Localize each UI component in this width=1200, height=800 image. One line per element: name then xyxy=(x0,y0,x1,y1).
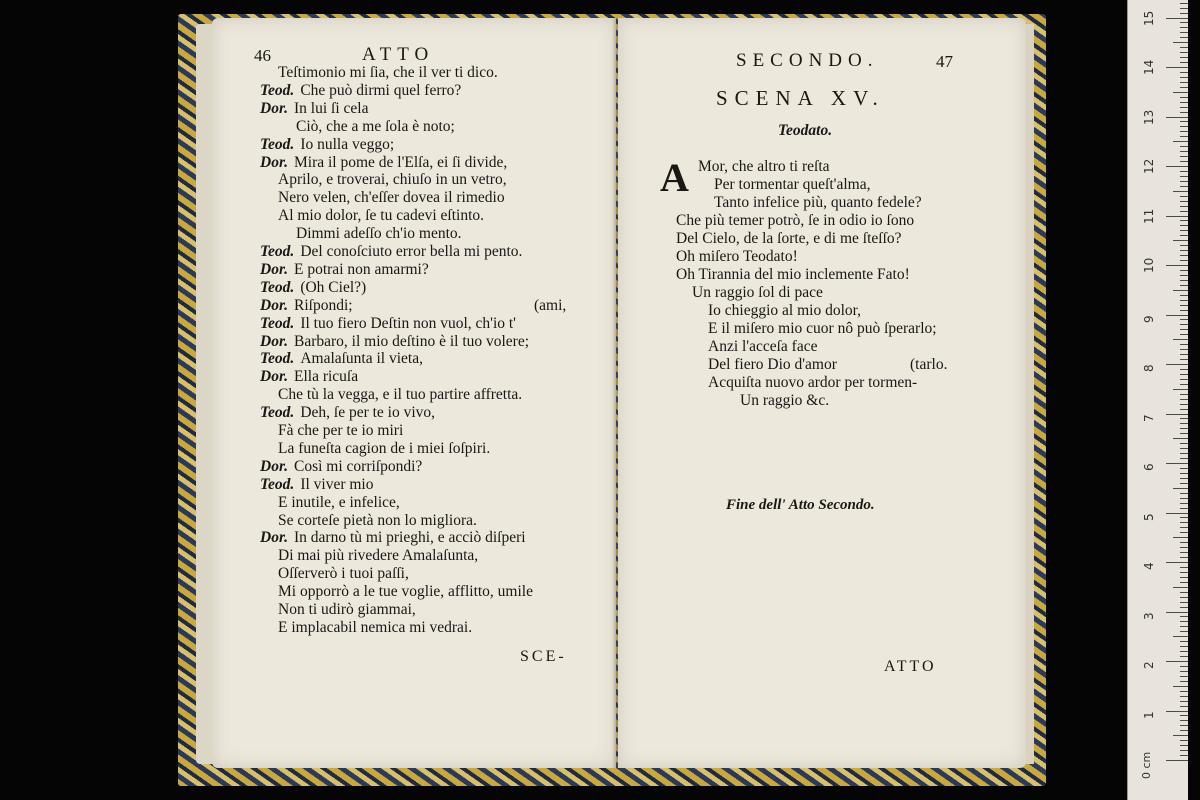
text-line: Mor, che altro ti reſta xyxy=(698,158,830,175)
ruler-number: 6 xyxy=(1142,463,1156,471)
line-text: Il tuo fiero Deſtin non vuol, ch'io t' xyxy=(300,314,516,332)
line-text: Mi opporrò a le tue voglie, afflitto, umile xyxy=(278,583,533,601)
ruler-tick xyxy=(1180,186,1188,187)
ruler-tick xyxy=(1180,295,1188,296)
ruler-tick xyxy=(1180,235,1188,236)
ruler-tick xyxy=(1180,324,1188,325)
speaker-label: Teod. xyxy=(260,135,295,153)
ruler-tick xyxy=(1180,121,1188,122)
ruler-number: 8 xyxy=(1142,364,1156,372)
text-line xyxy=(278,189,505,207)
ruler-tick xyxy=(1166,216,1188,217)
end-of-act-note: Fine dell' Atto Secondo. xyxy=(726,497,875,513)
ruler-tick xyxy=(1180,22,1188,23)
ruler-tick xyxy=(1180,607,1188,608)
turnover-text: (tarlo. xyxy=(910,356,948,373)
line-text: Al mio dolor, ſe tu cadevi eſtinto. xyxy=(278,207,485,225)
text-line: Oh miſero Teodato! xyxy=(676,248,798,265)
ruler-tick xyxy=(1180,597,1188,598)
ruler-tick xyxy=(1180,602,1188,603)
text-line xyxy=(278,207,484,225)
speaker-label: Dor. xyxy=(260,332,288,350)
text-line xyxy=(260,243,522,261)
ruler-tick xyxy=(1180,77,1188,78)
ruler-tick xyxy=(1180,582,1188,583)
ruler-tick xyxy=(1180,641,1188,642)
ruler-tick xyxy=(1173,92,1188,93)
ruler-tick xyxy=(1173,438,1188,439)
character-name: Teodato. xyxy=(778,122,833,139)
ruler-tick xyxy=(1180,498,1188,499)
ruler-tick xyxy=(1180,344,1188,345)
text-line xyxy=(278,512,477,530)
ruler-tick xyxy=(1180,418,1188,419)
ruler-tick xyxy=(1173,141,1188,142)
text-line xyxy=(278,565,409,583)
ruler-tick xyxy=(1180,755,1188,756)
ruler-tick xyxy=(1180,567,1188,568)
turnover-text: (ami, xyxy=(534,296,567,314)
text-line: E il miſero mio cuor nô può ſperarlo; xyxy=(708,320,937,337)
ruler-tick xyxy=(1180,517,1188,518)
ruler-tick xyxy=(1180,423,1188,424)
ruler-tick xyxy=(1180,577,1188,578)
ruler-tick xyxy=(1180,458,1188,459)
line-text: In lui ſi cela xyxy=(294,99,369,117)
text-line: Del fiero Dio d'amor xyxy=(708,356,837,373)
ruler-tick xyxy=(1180,275,1188,276)
ruler-number: 12 xyxy=(1142,158,1156,174)
line-text: Oſſerverò i tuoi paſſi, xyxy=(278,565,409,583)
text-line xyxy=(260,261,429,279)
line-text: Se corteſe pietà non lo migliora. xyxy=(278,511,477,529)
ruler-tick xyxy=(1166,612,1188,613)
text-line: Anzi l'acceſa face xyxy=(708,338,818,355)
text-line: Acquiſta nuovo ardor per tormen- xyxy=(708,374,918,391)
ruler-tick xyxy=(1173,290,1188,291)
ruler-tick xyxy=(1166,562,1188,563)
text-line xyxy=(278,64,498,82)
ruler-tick xyxy=(1180,62,1188,63)
ruler-tick xyxy=(1173,488,1188,489)
ruler-number: 14 xyxy=(1142,59,1156,75)
text-line xyxy=(278,422,403,440)
line-text: (Oh Ciel?) xyxy=(300,278,367,296)
ruler-tick xyxy=(1166,166,1188,167)
text-line xyxy=(260,458,422,476)
line-text: Io nulla veggo; xyxy=(300,135,395,153)
line-text: Così mi corriſpondi? xyxy=(294,457,423,475)
text-line xyxy=(296,225,462,243)
ruler-tick xyxy=(1180,3,1188,4)
text-line xyxy=(278,494,400,512)
ruler-tick xyxy=(1180,409,1188,410)
text-line xyxy=(260,154,507,172)
measurement-ruler xyxy=(1127,0,1188,800)
ruler-tick xyxy=(1180,740,1188,741)
speaker-label: Dor. xyxy=(260,153,288,171)
text-line xyxy=(278,386,522,404)
ruler-tick xyxy=(1180,646,1188,647)
text-line xyxy=(260,100,368,118)
ruler-tick xyxy=(1180,72,1188,73)
ruler-tick xyxy=(1180,691,1188,692)
line-text: Del conoſciuto error bella mi pento. xyxy=(300,243,523,260)
ruler-tick xyxy=(1180,547,1188,548)
ruler-tick xyxy=(1180,592,1188,593)
ruler-tick xyxy=(1180,57,1188,58)
ruler-number: 13 xyxy=(1142,109,1156,125)
ruler-tick xyxy=(1180,433,1188,434)
ruler-tick xyxy=(1180,131,1188,132)
ruler-tick xyxy=(1180,720,1188,721)
ruler-tick xyxy=(1180,379,1188,380)
ruler-number: 10 xyxy=(1142,257,1156,273)
ruler-tick xyxy=(1166,315,1188,316)
text-line xyxy=(278,171,507,189)
text-line xyxy=(260,279,366,297)
ruler-tick xyxy=(1180,255,1188,256)
ruler-tick xyxy=(1180,211,1188,212)
text-line xyxy=(260,136,394,154)
ruler-tick xyxy=(1180,52,1188,53)
ruler-tick xyxy=(1180,730,1188,731)
text-line: Per tormentar queſt'alma, xyxy=(714,176,871,193)
line-text: Di mai più rivedere Amalaſunta, xyxy=(278,547,479,565)
ruler-tick xyxy=(1166,513,1188,514)
ruler-tick xyxy=(1180,468,1188,469)
ruler-tick xyxy=(1180,532,1188,533)
ruler-number: 3 xyxy=(1142,611,1156,620)
ruler-tick xyxy=(1180,621,1188,622)
ruler-tick xyxy=(1180,626,1188,627)
ruler-tick xyxy=(1180,146,1188,147)
ruler-tick xyxy=(1173,537,1188,538)
page-number: 46 xyxy=(254,46,271,65)
ruler-tick xyxy=(1180,384,1188,385)
line-text: Fà che per te io miri xyxy=(278,422,404,439)
right-page xyxy=(618,18,1026,768)
ruler-tick xyxy=(1180,156,1188,157)
ruler-number: 1 xyxy=(1142,710,1156,719)
ruler-tick xyxy=(1180,206,1188,207)
ruler-tick xyxy=(1180,493,1188,494)
ruler-tick xyxy=(1180,334,1188,335)
ruler-tick xyxy=(1180,725,1188,726)
ruler-tick xyxy=(1180,310,1188,311)
ruler-tick xyxy=(1166,760,1188,761)
ruler-tick xyxy=(1180,87,1188,88)
ruler-unit: 0 cm xyxy=(1140,751,1153,779)
text-line: Che più temer potrò, ſe in odio io ſono xyxy=(676,212,915,229)
ruler-tick xyxy=(1180,522,1188,523)
line-text: In darno tù mi prieghi, e acciò diſperi xyxy=(294,529,526,547)
line-text: Deh, ſe per te io vivo, xyxy=(300,404,436,422)
catchword: SCE- xyxy=(520,648,567,665)
ruler-tick xyxy=(1166,711,1188,712)
left-page xyxy=(212,18,616,768)
ruler-tick xyxy=(1180,394,1188,395)
ruler-tick xyxy=(1180,503,1188,504)
ruler-tick xyxy=(1180,473,1188,474)
ruler-tick xyxy=(1180,483,1188,484)
ruler-tick xyxy=(1166,364,1188,365)
ruler-tick xyxy=(1180,201,1188,202)
ruler-tick xyxy=(1180,478,1188,479)
text-line xyxy=(260,82,461,100)
ruler-tick xyxy=(1180,250,1188,251)
text-line xyxy=(260,315,516,333)
ruler-tick xyxy=(1180,230,1188,231)
speaker-label: Dor. xyxy=(260,99,288,117)
line-text: Barbaro, il mio deſtino è il tuo volere; xyxy=(294,332,530,350)
ruler-number: 15 xyxy=(1142,10,1156,26)
ruler-tick xyxy=(1180,354,1188,355)
ruler-tick xyxy=(1180,508,1188,509)
ruler-tick xyxy=(1180,270,1188,271)
ruler-tick xyxy=(1180,280,1188,281)
line-text: Ella ricuſa xyxy=(294,368,359,386)
ruler-tick xyxy=(1180,572,1188,573)
ruler-tick xyxy=(1166,414,1188,415)
ruler-tick xyxy=(1180,260,1188,261)
ruler-tick xyxy=(1180,404,1188,405)
ruler-tick xyxy=(1173,339,1188,340)
ruler-tick xyxy=(1180,681,1188,682)
ruler-tick xyxy=(1180,448,1188,449)
line-text: Dimmi adeſſo ch'io mento. xyxy=(296,225,462,243)
ruler-tick xyxy=(1180,369,1188,370)
text-line xyxy=(278,583,533,601)
text-line: Oh Tirannia del mio inclemente Fato! xyxy=(676,266,910,283)
ruler-tick xyxy=(1166,117,1188,118)
ruler-tick xyxy=(1180,428,1188,429)
ruler-tick xyxy=(1180,37,1188,38)
ruler-tick xyxy=(1173,636,1188,637)
ruler-tick xyxy=(1180,750,1188,751)
ruler-tick xyxy=(1180,196,1188,197)
ruler-tick xyxy=(1180,651,1188,652)
text-line: Tanto infelice più, quanto fedele? xyxy=(714,194,922,211)
ruler-tick xyxy=(1180,82,1188,83)
ruler-tick xyxy=(1173,686,1188,687)
speaker-label: Teod. xyxy=(260,350,295,368)
text-line xyxy=(278,619,472,637)
ruler-tick xyxy=(1180,676,1188,677)
ruler-tick xyxy=(1166,67,1188,68)
ruler-number: 9 xyxy=(1142,314,1156,323)
text-line xyxy=(260,297,353,315)
ruler-tick xyxy=(1180,13,1188,14)
ruler-tick xyxy=(1173,240,1188,241)
ruler-tick xyxy=(1180,696,1188,697)
line-text: Teſtimonio mi ſia, che il ver ti dico. xyxy=(278,64,498,81)
ruler-number: 4 xyxy=(1142,562,1156,570)
ruler-tick xyxy=(1180,557,1188,558)
text-line xyxy=(278,440,490,458)
ruler-tick xyxy=(1180,176,1188,177)
ruler-tick xyxy=(1180,47,1188,48)
ruler-tick xyxy=(1180,245,1188,246)
speaker-label: Teod. xyxy=(260,314,295,332)
ruler-tick xyxy=(1180,715,1188,716)
line-text: Amalaſunta il vieta, xyxy=(300,350,423,368)
text-line: Del Cielo, de la ſorte, e di me ſteſſo? xyxy=(676,230,902,247)
text-line xyxy=(296,118,455,136)
text-line xyxy=(278,547,478,565)
speaker-label: Teod. xyxy=(260,278,295,296)
ruler-number: 11 xyxy=(1142,208,1156,224)
ruler-tick xyxy=(1180,285,1188,286)
text-line xyxy=(260,368,358,386)
ruler-tick xyxy=(1166,661,1188,662)
line-text: E implacabil nemica mi vedrai. xyxy=(278,618,473,636)
scene-title: SCENA XV. xyxy=(716,86,885,110)
speaker-label: Dor. xyxy=(260,457,288,475)
ruler-tick xyxy=(1180,32,1188,33)
catchword: ATTO xyxy=(884,658,937,675)
ruler-tick xyxy=(1180,171,1188,172)
ruler-number: 5 xyxy=(1142,512,1156,521)
line-text: La funeſta cagion de i miei ſoſpiri. xyxy=(278,439,491,457)
speaker-label: Teod. xyxy=(260,475,295,493)
ruler-tick xyxy=(1180,161,1188,162)
drop-cap: A xyxy=(660,155,689,200)
text-line xyxy=(260,404,435,422)
ruler-tick xyxy=(1180,136,1188,137)
ruler-tick xyxy=(1180,443,1188,444)
ruler-tick xyxy=(1180,151,1188,152)
ruler-tick xyxy=(1180,616,1188,617)
ruler-tick xyxy=(1180,542,1188,543)
page-number: 47 xyxy=(936,52,953,71)
ruler-tick xyxy=(1180,126,1188,127)
ruler-tick xyxy=(1173,389,1188,390)
ruler-number: 7 xyxy=(1142,413,1156,422)
ruler-tick xyxy=(1180,631,1188,632)
running-head: ATTO xyxy=(362,44,435,65)
ruler-tick xyxy=(1180,112,1188,113)
text-line xyxy=(260,350,423,368)
ruler-tick xyxy=(1180,399,1188,400)
speaker-label: Teod. xyxy=(260,243,295,260)
ruler-tick xyxy=(1166,265,1188,266)
ruler-tick xyxy=(1180,527,1188,528)
ruler-tick xyxy=(1180,666,1188,667)
ruler-tick xyxy=(1180,453,1188,454)
ruler-tick xyxy=(1180,27,1188,28)
text-line: Un raggio &c. xyxy=(740,392,830,409)
ruler-number: 2 xyxy=(1142,661,1156,669)
speaker-label: Teod. xyxy=(260,404,295,422)
speaker-label: Dor. xyxy=(260,296,288,314)
ruler-tick xyxy=(1173,191,1188,192)
ruler-tick xyxy=(1180,329,1188,330)
text-line xyxy=(278,601,416,619)
text-line: Io chieggio al mio dolor, xyxy=(708,302,862,319)
ruler-tick xyxy=(1166,463,1188,464)
line-text: E potrai non amarmi? xyxy=(294,260,429,278)
ruler-tick xyxy=(1180,745,1188,746)
ruler-tick xyxy=(1180,671,1188,672)
speaker-label: Dor. xyxy=(260,368,288,386)
running-head: SECONDO. xyxy=(736,50,879,71)
ruler-tick xyxy=(1180,359,1188,360)
ruler-tick xyxy=(1180,552,1188,553)
line-text: Non ti udirò giammai, xyxy=(278,601,416,618)
ruler-tick xyxy=(1180,181,1188,182)
line-text: Mira il pome de l'Elſa, ei ſi divide, xyxy=(294,153,508,171)
text-line xyxy=(260,333,529,351)
speaker-label: Dor. xyxy=(260,529,288,547)
ruler-tick xyxy=(1180,300,1188,301)
ruler-tick xyxy=(1173,735,1188,736)
text-line xyxy=(260,529,526,547)
ruler-tick xyxy=(1180,97,1188,98)
line-text: Riſpondi; xyxy=(294,296,353,314)
ruler-tick xyxy=(1180,305,1188,306)
line-text: Aprilo, e troverai, chiuſo in un vetro, xyxy=(278,171,507,189)
speaker-label: Teod. xyxy=(260,81,295,99)
ruler-tick xyxy=(1180,701,1188,702)
ruler-tick xyxy=(1180,8,1188,9)
line-text: Nero velen, ch'eſſer dovea il rimedio xyxy=(278,189,505,207)
text-line: Un raggio ſol di pace xyxy=(692,284,823,301)
ruler-tick xyxy=(1180,225,1188,226)
line-text: Il viver mio xyxy=(300,475,374,493)
line-text: Che può dirmi quel ferro? xyxy=(300,81,462,99)
speaker-label: Dor. xyxy=(260,260,288,278)
ruler-tick xyxy=(1180,374,1188,375)
ruler-tick xyxy=(1166,18,1188,19)
ruler-tick xyxy=(1180,349,1188,350)
ruler-tick xyxy=(1180,656,1188,657)
ruler-tick xyxy=(1180,107,1188,108)
text-line xyxy=(260,476,374,494)
ruler-tick xyxy=(1173,587,1188,588)
ruler-tick xyxy=(1180,220,1188,221)
line-text: Ciò, che a me ſola è noto; xyxy=(296,117,455,135)
ruler-tick xyxy=(1180,706,1188,707)
ruler-tick xyxy=(1173,42,1188,43)
line-text: Che tù la vegga, e il tuo partire affretta. xyxy=(278,386,523,404)
ruler-tick xyxy=(1180,102,1188,103)
ruler-tick xyxy=(1180,319,1188,320)
line-text: E inutile, e infelice, xyxy=(278,493,400,511)
